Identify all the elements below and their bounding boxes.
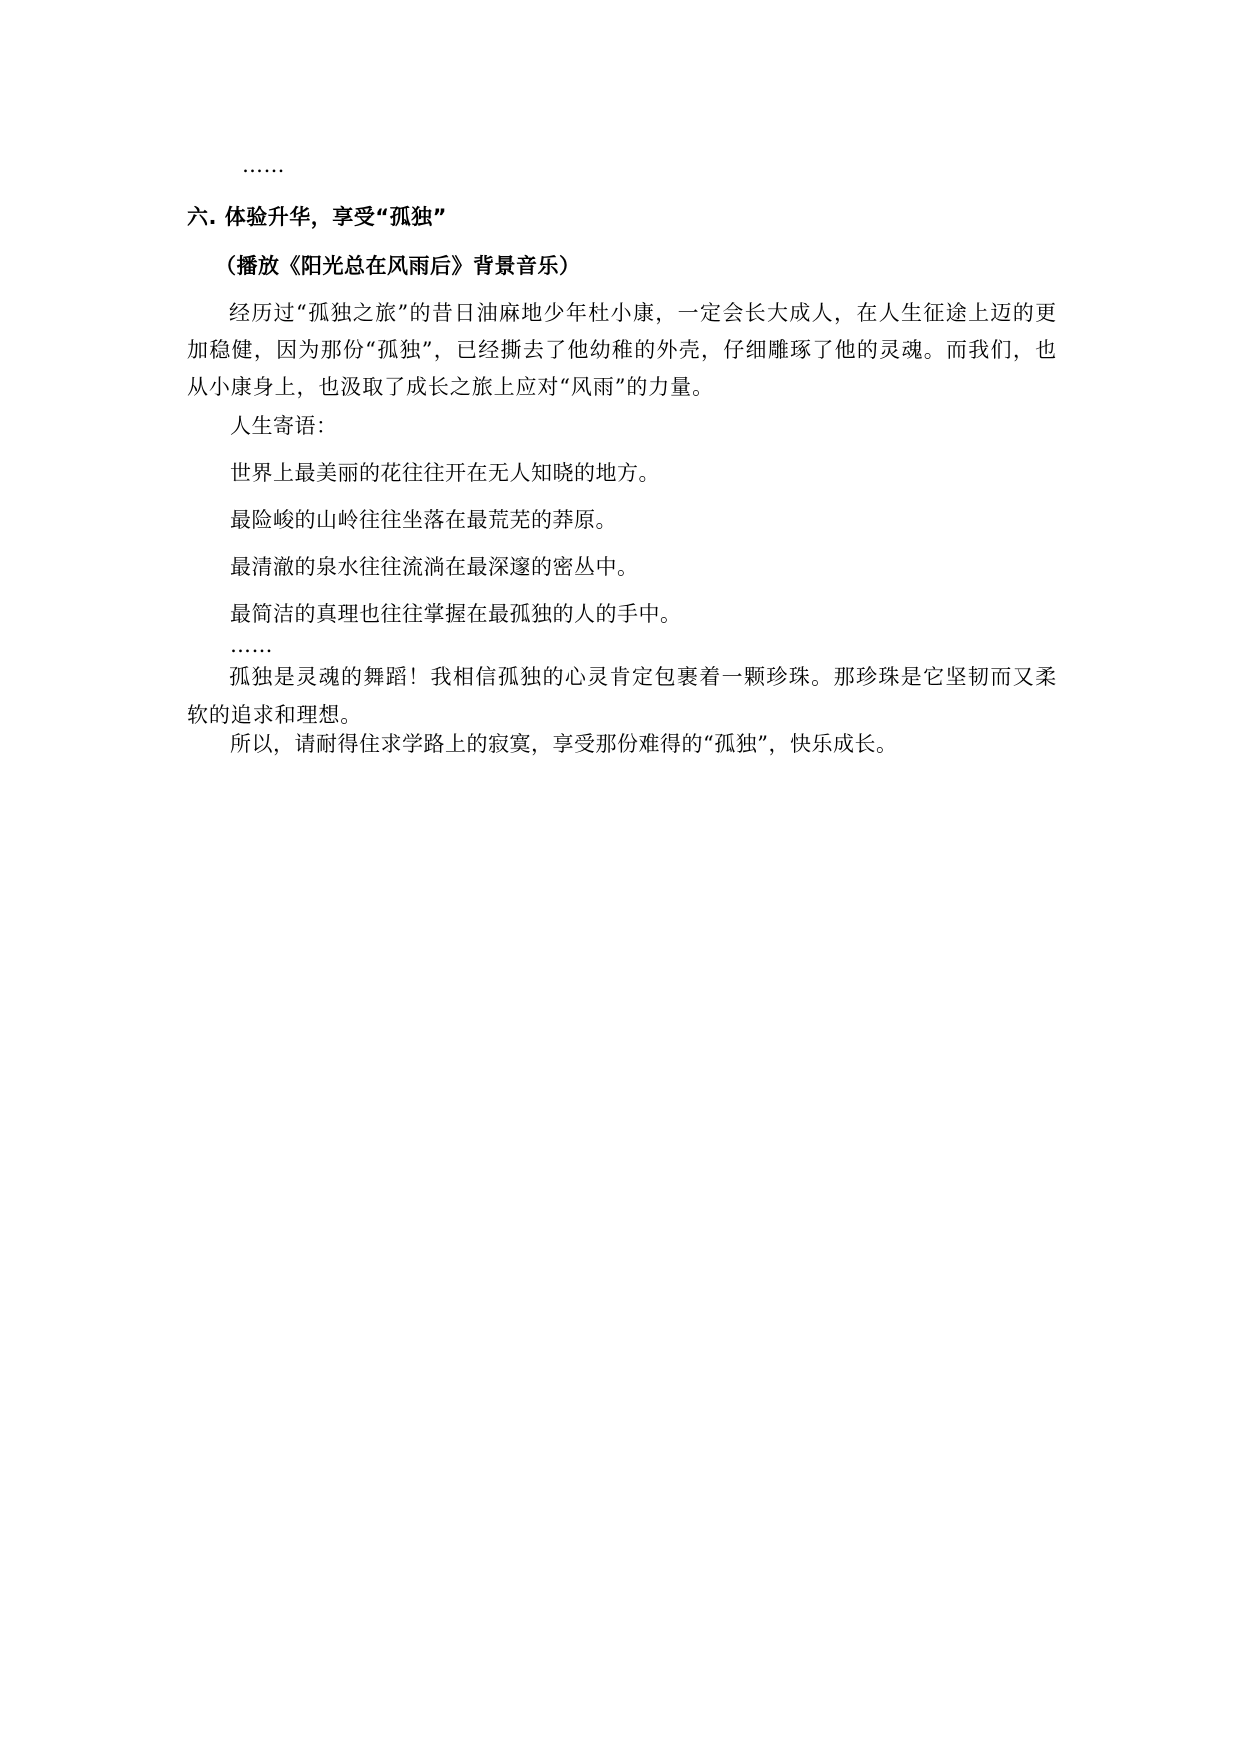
motto-line: 最简洁的真理也往往掌握在最孤独的人的手中。 [230,602,682,626]
motto-line: 最险峻的山岭往往坐落在最荒芜的莽原。 [230,508,617,532]
motto-label: 人生寄语： [230,414,338,438]
music-note: （播放《阳光总在风雨后》背景音乐） [215,254,581,278]
top-ellipsis: …… [242,153,285,177]
section-heading: 六. 体验升华，享受“孤独” [187,205,447,229]
motto-line: 世界上最美丽的花往往开在无人知晓的地方。 [230,461,660,485]
final-line: 所以，请耐得住求学路上的寂寞，享受那份难得的“孤独”，快乐成长。 [230,732,898,756]
intro-paragraph: 经历过“孤独之旅”的昔日油麻地少年杜小康，一定会长大成人，在人生征途上迈的更加稳健，因为那份“孤独”，已经撕去了他幼稚的外壳，仔细雕琢了他的灵魂。而我们，也从小康身上，也汲取了成长之旅上应对“风雨”的力量。 [187,301,1057,399]
closing-paragraph: 孤独是灵魂的舞蹈！我相信孤独的心灵肯定包裹着一颗珍珠。那珍珠是它坚韧而又柔软的追求和理想。 [187,665,1057,727]
motto-ellipsis: …… [230,633,273,657]
motto-line: 最清澈的泉水往往流淌在最深邃的密丛中。 [230,555,639,579]
